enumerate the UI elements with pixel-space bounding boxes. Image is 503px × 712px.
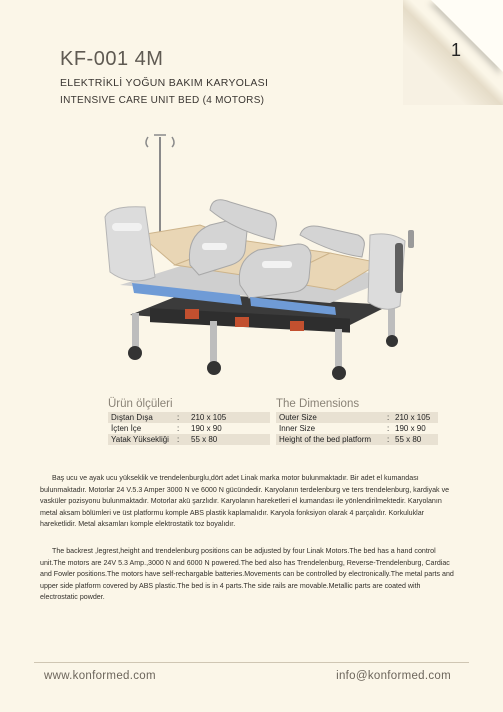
dimension-value: 190 x 90 xyxy=(395,424,426,433)
table-row xyxy=(276,434,438,445)
title-english: INTENSIVE CARE UNIT BED (4 MOTORS) xyxy=(60,95,265,106)
table-row xyxy=(276,423,438,434)
table-row xyxy=(276,412,438,423)
dimensions-table-english xyxy=(276,398,438,445)
dimensions-heading-turkish: Ürün ölçüleri xyxy=(108,398,173,410)
dimension-separator: : xyxy=(177,435,180,444)
dimension-value: 55 x 80 xyxy=(191,435,218,444)
dimension-separator: : xyxy=(387,424,390,433)
page-number: 1 xyxy=(450,40,461,60)
dimension-label: Inner Size xyxy=(279,424,316,433)
description-turkish: Baş ucu ve ayak ucu yükseklik ve trendelenburglu,dört adet Linak marka motor bulunmaktadır. Bir adet el kumandası bulunmaktadır. Motorlar 24 V.5.3 Amper 3000 N ve 6000 N gücündedir. Karyolanın terdelenburg ve ters trendelenburg, kardiyak ve vasküler pozisyonu bulunmaktadır. Motorlar akü şarzlıdır. Karyolanın hareketleri el kumandası ile yönlendirilmektedir. Karyolanın metal aksam bölümleri ve üst platformu komple ABS plastik kaplamalıdır. Karyola fonksiyon olarak 4 parçalıdır. Korkuluklar hareketlidir. Metal aksamları komple elektrostatik toz boyalıdır. xyxy=(40,474,450,528)
dimension-label: İçten İçe xyxy=(111,424,142,433)
page-curl xyxy=(431,0,503,72)
dimension-label: Dıştan Dışa xyxy=(111,413,153,422)
dimensions-heading-english: The Dimensions xyxy=(276,398,360,410)
dimension-value: 55 x 80 xyxy=(395,435,422,444)
dimension-value: 190 x 90 xyxy=(191,424,222,433)
table-row xyxy=(108,423,270,434)
email-link[interactable]: info@konformed.com xyxy=(336,670,451,682)
title-turkish: ELEKTRİKLİ YOĞUN BAKIM KARYOLASI xyxy=(60,77,269,89)
description-english: The backrest ,legrest,height and trendelenburg positions can be adjusted by four Linak Motors.The bed has a hand control unit.The motors are 24V 5.3 Amp.,3000 N and 6000 N powered.The bed also has Trendelenburg, Reverse-Trendelenburg, Cardiac and Fowler positions.The motors have self-rechargable batteries.Movements can be controlled by electronically.The metal parts and upper side platform covered by ABS plastic.The bed is in 4 parts.The side rails are movable.Metallic parts are coated with electrostatic powder. xyxy=(40,547,454,601)
dimension-label: Yatak Yüksekliği xyxy=(111,435,169,444)
website-link[interactable]: www.konformed.com xyxy=(44,670,156,682)
dimension-separator: : xyxy=(177,424,180,433)
model-code: KF-001 4M xyxy=(60,48,164,70)
icu-bed-illustration xyxy=(90,125,420,390)
table-row xyxy=(108,412,270,423)
dimension-separator: : xyxy=(387,435,390,444)
table-row xyxy=(108,434,270,445)
dimension-separator: : xyxy=(387,413,390,422)
footer-divider xyxy=(34,662,469,663)
dimension-label: Height of the bed platform xyxy=(279,435,372,444)
dimension-value: 210 x 105 xyxy=(191,413,227,422)
dimension-value: 210 x 105 xyxy=(395,413,431,422)
dimension-separator: : xyxy=(177,413,180,422)
dimension-label: Outer Size xyxy=(279,413,317,422)
dimensions-table-turkish xyxy=(108,398,270,445)
